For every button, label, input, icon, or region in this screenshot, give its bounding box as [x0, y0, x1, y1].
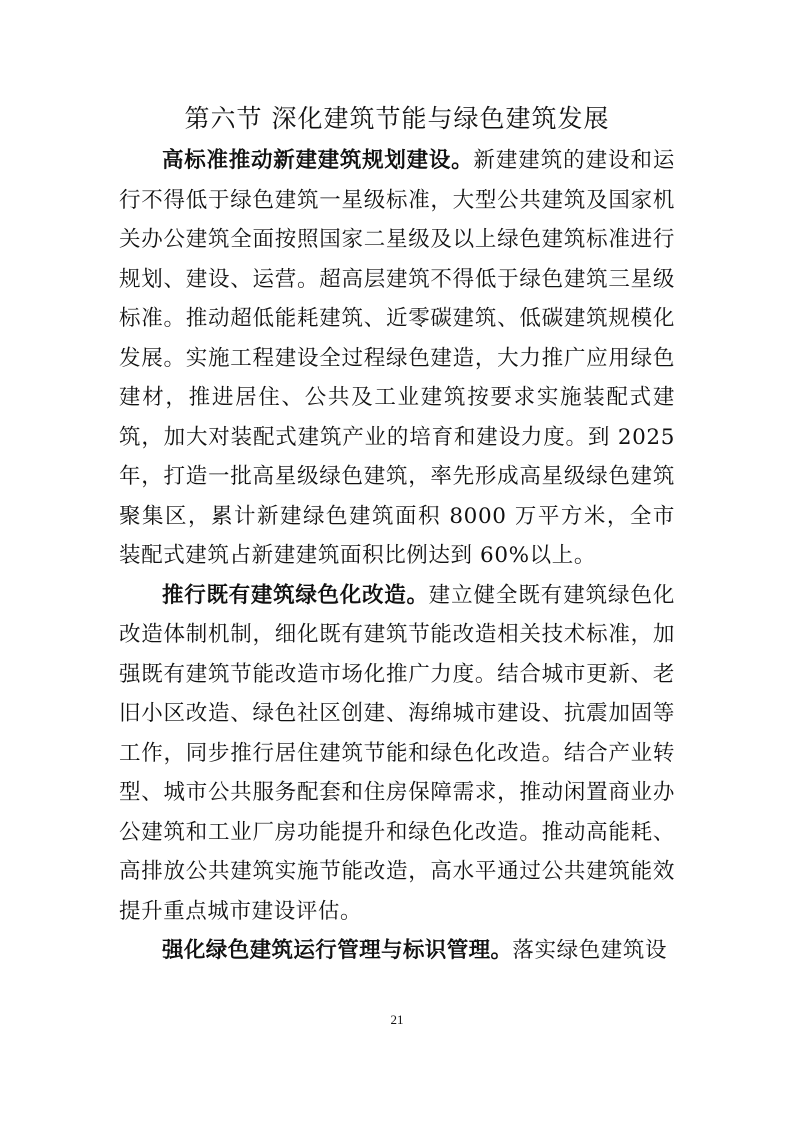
page-number: 21	[390, 1012, 404, 1027]
paragraph-text: 新建建筑的建设和运行不得低于绿色建筑一星级标准，大型公共建筑及国家机关办公建筑全面按照国家二星级及以上绿色建筑标准进行规划、建设、运营。超高层建筑不得低于绿色建筑三星级标准。推动超低能耗建筑、近零碳建筑、低碳建筑规模化发展。实施工程建设全过程绿色建造，大力推广应用绿色建材，推进居住、公共及工业建筑按要求实施装配式建筑，加大对装配式建筑产业的培育和建设力度。到 2025 年，打造一批高星级绿色建筑，率先形成高星级绿色建筑聚集区，累计新建绿色建筑面积 8000 万平方米，全市装配式建筑占新建建筑面积比例达到 60%以上。	[119, 148, 675, 568]
paragraph-lead: 强化绿色建筑运行管理与标识管理。	[162, 938, 513, 963]
body-text	[119, 141, 675, 971]
paragraph-text: 落实绿色建筑设	[512, 938, 668, 963]
paragraph-lead: 高标准推动新建建筑规划建设。	[162, 148, 474, 173]
paragraph-text: 建立健全既有建筑绿色化改造体制机制，细化既有建筑节能改造相关技术标准，加强既有建筑节能改造市场化推广力度。结合城市更新、老旧小区改造、绿色社区创建、海绵城市建设、抗震加固等工作，同步推行居住建筑节能和绿色化改造。结合产业转型、城市公共服务配套和住房保障需求，推动闲置商业办公建筑和工业厂房功能提升和绿色化改造。推动高能耗、高排放公共建筑实施节能改造，高水平通过公共建筑能效提升重点城市建设评估。	[119, 582, 675, 924]
paragraph-lead: 推行既有建筑绿色化改造。	[162, 582, 429, 608]
paragraph-operation-management	[119, 931, 675, 971]
section-title: 第六节 深化建筑节能与绿色建筑发展	[184, 104, 610, 133]
paragraph-new-buildings	[119, 141, 675, 576]
paragraph-existing-buildings	[119, 576, 675, 932]
